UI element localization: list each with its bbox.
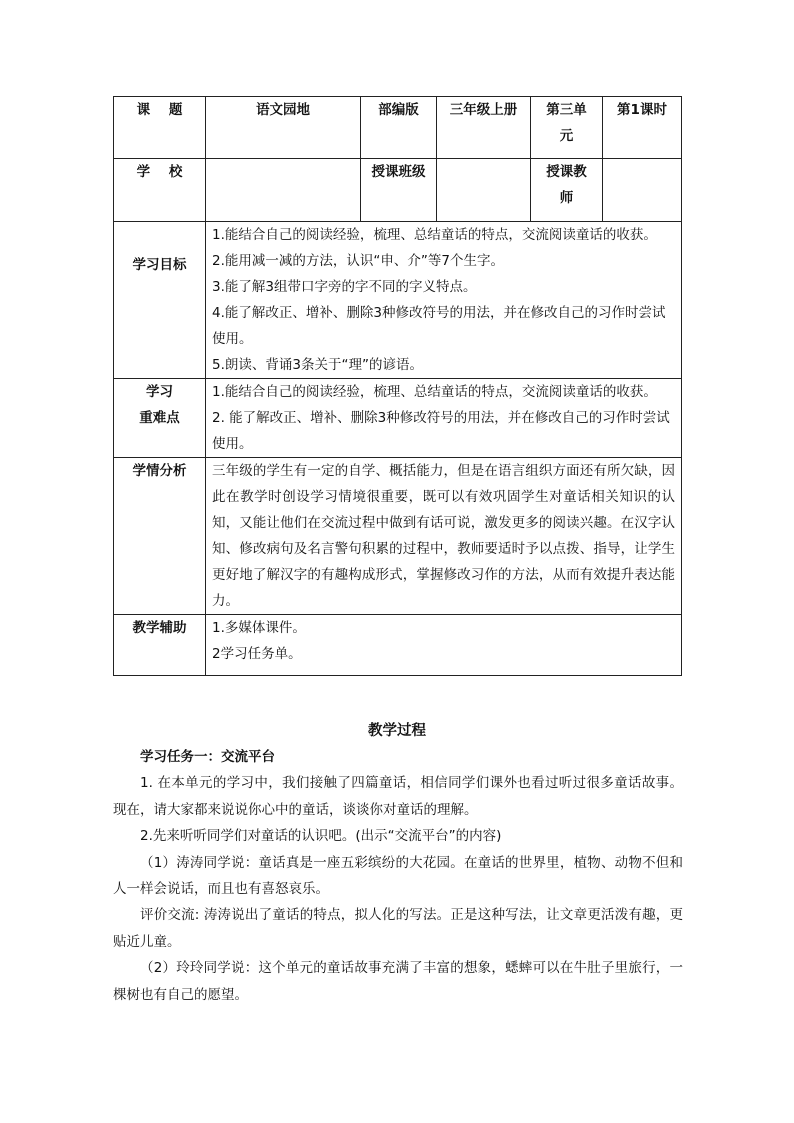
aids-label: 教学辅助 [114,615,206,676]
class-label: 授课班级 [361,159,437,222]
key-points-content [206,379,682,458]
table-row-objectives [114,222,682,379]
process-paragraph: （2）玲玲同学说：这个单元的童话故事充满了丰富的想象，蟋蟀可以在牛肚子里旅行，一棵树也有自己的愿望。 [113,960,683,1003]
key-point-item: 1.能结合自己的阅读经验，梳理、总结童话的特点，交流阅读童话的收获。 [212,384,657,400]
table-row-key-points [114,379,682,458]
key-point-item: 2. 能了解改正、增补、删除3种修改符号的用法，并在修改自己的习作时尝试使用。 [212,410,670,452]
table-row-aids [114,615,682,676]
process-body [113,744,683,1008]
aids-content [206,615,682,676]
key-points-label [114,379,206,458]
unit: 第三单元 [531,97,603,159]
analysis-content: 三年级的学生有一定的自学、概括能力，但是在语言组织方面还有所欠缺，因此在教学时创设学习情境很重要，既可以有效巩固学生对童话相关知识的认知，又能让他们在交流过程中做到有话可说，激发更多的阅读兴趣。在汉字认知、修改病句及名言警句积累的过程中，教师要适时予以点拨、指导，让学生更好地了解汉字的有趣构成形式，掌握修改习作的方法，从而有效提升表达能力。 [206,458,682,615]
aid-item: 2学习任务单。 [212,646,302,662]
aid-item: 1.多媒体课件。 [212,620,306,636]
objective-item: 4.能了解改正、增补、删除3种修改符号的用法，并在修改自己的习作时尝试使用。 [212,305,666,347]
edition: 部编版 [361,97,437,159]
objectives-content [206,222,682,379]
lesson-number: 第1课时 [603,97,682,159]
objective-item: 2.能用减一减的方法，认识“申、介”等7个生字。 [212,253,504,269]
key-points-label-line1: 学习 [146,384,173,400]
key-points-label-line2: 重难点 [139,410,180,426]
table-row-analysis [114,458,682,615]
grade: 三年级上册 [437,97,531,159]
lesson-info-table [113,96,682,676]
analysis-label: 学情分析 [114,458,206,615]
process-paragraph: （1）涛涛同学说：童话真是一座五彩缤纷的大花园。在童话的世界里，植物、动物不但和人一样会说话，而且也有喜怒哀乐。 [113,854,683,898]
task1-title: 学习任务一：交流平台 [140,749,275,765]
course-label: 课 题 [114,97,206,159]
course-title: 语文园地 [206,97,361,159]
process-paragraph: 1. 在本单元的学习中，我们接触了四篇童话，相信同学们课外也看过听过很多童话故事。现在，请大家都来说说你心中的童话，谈谈你对童话的理解。 [113,775,683,818]
teacher-label: 授课教师 [531,159,603,222]
objective-item: 1.能结合自己的阅读经验，梳理、总结童话的特点，交流阅读童话的收获。 [212,227,657,243]
process-paragraph: 评价交流: 涛涛说出了童话的特点，拟人化的写法。正是这种写法，让文章更活泼有趣，更贴近儿童。 [113,907,683,950]
objectives-label: 学习目标 [114,222,206,379]
school-label: 学 校 [114,159,206,222]
process-paragraph: 2.先来听听同学们对童话的认识吧。(出示“交流平台”的内容) [140,828,502,845]
table-row-school [114,159,682,222]
process-heading: 教学过程 [368,723,426,739]
table-row-course [114,97,682,159]
objective-item: 3.能了解3组带口字旁的字不同的字义特点。 [212,279,477,295]
objective-item: 5.朗读、背诵3条关于“理”的谚语。 [212,357,423,373]
class-value [437,159,531,222]
teacher-value [603,159,682,222]
school-value [206,159,361,222]
